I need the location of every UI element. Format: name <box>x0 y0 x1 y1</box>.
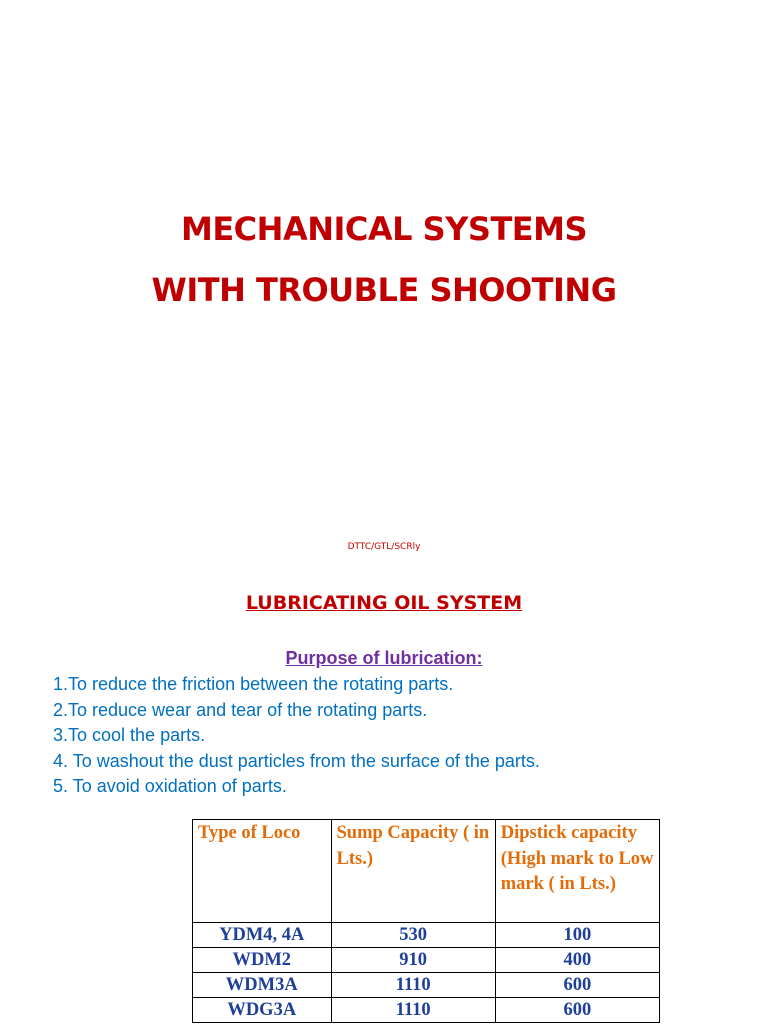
purpose-list <box>53 672 540 800</box>
purpose-item: 4. To washout the dust particles from the surface of the parts. <box>53 750 540 771</box>
cell-loco-type: WDM2 <box>193 948 332 973</box>
cell-loco-type: WDG3A <box>193 998 332 1023</box>
purpose-heading: Purpose of lubrication: <box>285 648 483 668</box>
loco-capacity-table <box>192 819 660 1023</box>
page-title-line-1: MECHANICAL SYSTEMS <box>180 210 588 248</box>
purpose-item: 3.To cool the parts. <box>53 725 206 745</box>
purpose-item: 2.To reduce wear and tear of the rotating parts. <box>53 699 428 720</box>
table-row <box>193 973 660 998</box>
header-type-of-loco: Type of Loco <box>193 820 332 923</box>
cell-dipstick-capacity: 600 <box>495 998 659 1023</box>
page-title-line-2: WITH TROUBLE SHOOTING <box>151 271 617 309</box>
header-sump-capacity: Sump Capacity ( in Lts.) <box>331 820 495 923</box>
cell-sump-capacity: 530 <box>331 923 495 948</box>
cell-sump-capacity: 910 <box>331 948 495 973</box>
table-row <box>193 948 660 973</box>
cell-dipstick-capacity: 600 <box>495 973 659 998</box>
header-dipstick-capacity: Dipstick capacity (High mark to Low mark ( in Lts.) <box>495 820 659 923</box>
table-row <box>193 998 660 1023</box>
footer-tag: DTTC/GTL/SCRly <box>347 542 421 552</box>
table-row <box>193 923 660 948</box>
section-title: LUBRICATING OIL SYSTEM <box>245 592 523 614</box>
purpose-item: 5. To avoid oxidation of parts. <box>53 776 287 796</box>
cell-dipstick-capacity: 400 <box>495 948 659 973</box>
cell-sump-capacity: 1110 <box>331 973 495 998</box>
cell-dipstick-capacity: 100 <box>495 923 659 948</box>
cell-loco-type: WDM3A <box>193 973 332 998</box>
purpose-item: 1.To reduce the friction between the rotating parts. <box>53 674 454 694</box>
cell-loco-type: YDM4, 4A <box>193 923 332 948</box>
table-header-row <box>193 820 660 923</box>
cell-sump-capacity: 1110 <box>331 998 495 1023</box>
